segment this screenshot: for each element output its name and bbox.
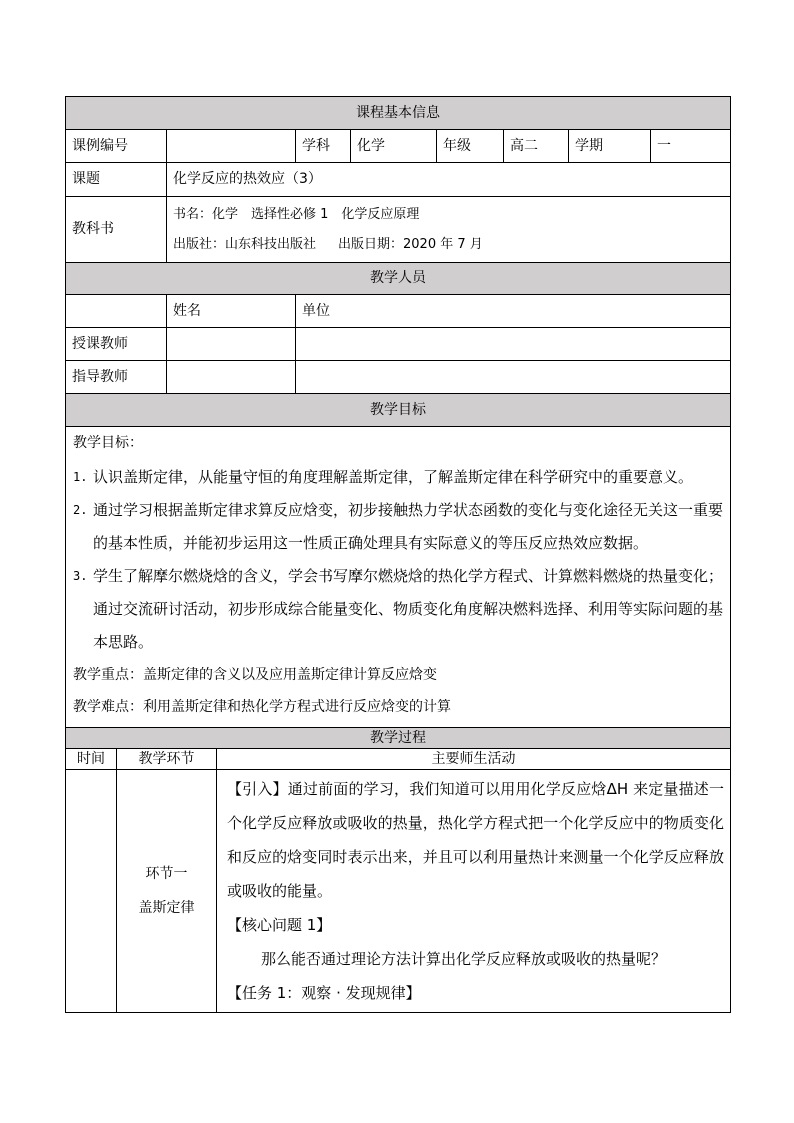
- textbook-publisher-line: [173, 230, 724, 260]
- key-point: 教学重点：盖斯定律的含义以及应用盖斯定律计算反应焓变: [73, 667, 437, 683]
- staff-name: [167, 361, 296, 394]
- section-header-course-info: 课程基本信息: [66, 97, 731, 130]
- stage-line-1: 环节一: [145, 866, 188, 882]
- staff-unit: [296, 328, 731, 361]
- goal-item: [73, 560, 723, 659]
- textbook-publisher: 出版社：山东科技出版社: [173, 236, 317, 252]
- goal-number: 2.: [73, 503, 88, 517]
- core-question-text: 那么能否通过理论方法计算出化学反应释放或吸收的热量呢？: [261, 950, 667, 968]
- staff-col-unit: 单位: [296, 295, 731, 328]
- task-heading: 【任务 1：观察 · 发现规律】: [227, 984, 421, 1002]
- goal-number: 3.: [73, 569, 88, 583]
- difficulty-point: 教学难点：利用盖斯定律和热化学方程式进行反应焓变的计算: [73, 699, 451, 715]
- case-no-label: 课例编号: [66, 130, 167, 163]
- case-no-value: [167, 130, 296, 163]
- section-header-goals: 教学目标: [66, 394, 731, 427]
- term-label: 学期: [569, 130, 651, 163]
- stage-cell: [117, 770, 217, 1013]
- staff-name: [167, 328, 296, 361]
- course-info-table: [65, 96, 731, 728]
- staff-header-blank: [66, 295, 167, 328]
- textbook-details: [167, 197, 731, 263]
- goal-item: [73, 461, 723, 494]
- col-time: 时间: [66, 749, 117, 770]
- staff-role: 指导教师: [66, 361, 167, 394]
- staff-row: [66, 361, 731, 394]
- time-cell: [66, 770, 117, 1013]
- intro-tag: 【引入】: [227, 780, 288, 798]
- goal-item: [73, 494, 723, 560]
- intro-text: 通过前面的学习，我们知道可以用用化学反应焓ΔH 来定量描述一个化学反应释放或吸收的热量，热化学方程式把一个化学反应中的物质变化和反应的焓变同时表示出来，并且可以利用量热计来测量一个化学反应释放或吸收的能量。: [227, 780, 724, 900]
- goal-number: 1.: [73, 470, 88, 484]
- staff-unit: [296, 361, 731, 394]
- term-value: 一: [651, 130, 731, 163]
- stage-line-2: 盖斯定律: [138, 900, 195, 916]
- col-activity: 主要师生活动: [217, 749, 731, 770]
- goal-text: 认识盖斯定律，从能量守恒的角度理解盖斯定律，了解盖斯定律在科学研究中的重要意义。: [93, 468, 694, 486]
- process-table: [65, 727, 731, 1013]
- staff-role: 授课教师: [66, 328, 167, 361]
- subject-label: 学科: [296, 130, 351, 163]
- topic-value: 化学反应的热效应（3）: [167, 163, 731, 197]
- section-header-staff: 教学人员: [66, 263, 731, 295]
- core-question-heading: 【核心问题 1】: [227, 916, 332, 934]
- activity-cell: [217, 770, 731, 1013]
- subject-value: 化学: [351, 130, 437, 163]
- goal-text: 通过学习根据盖斯定律求算反应焓变，初步接触热力学状态函数的变化与变化途径无关这一重要的基本性质，并能初步运用这一性质正确处理具有实际意义的等压反应热效应数据。: [93, 501, 724, 552]
- textbook-name: 书名：化学 选择性必修 1 化学反应原理: [173, 206, 420, 222]
- textbook-label: 教科书: [66, 197, 167, 263]
- textbook-pub-date: 出版日期：2020 年 7 月: [338, 236, 483, 252]
- col-stage: 教学环节: [117, 749, 217, 770]
- lesson-plan-sheet: [65, 96, 730, 1013]
- section-header-process: 教学过程: [66, 728, 731, 749]
- goals-content: [66, 427, 731, 728]
- intro-paragraph: [227, 772, 724, 908]
- goals-label: 教学目标：: [73, 435, 143, 451]
- staff-row: [66, 328, 731, 361]
- staff-col-name: 姓名: [167, 295, 296, 328]
- grade-label: 年级: [437, 130, 504, 163]
- goal-text: 学生了解摩尔燃烧焓的含义，学会书写摩尔燃烧焓的热化学方程式、计算燃料燃烧的热量变化；通过交流研讨活动，初步形成综合能量变化、物质变化角度解决燃料选择、利用等实际问题的基本思路。: [93, 567, 724, 651]
- grade-value: 高二: [504, 130, 569, 163]
- topic-label: 课题: [66, 163, 167, 197]
